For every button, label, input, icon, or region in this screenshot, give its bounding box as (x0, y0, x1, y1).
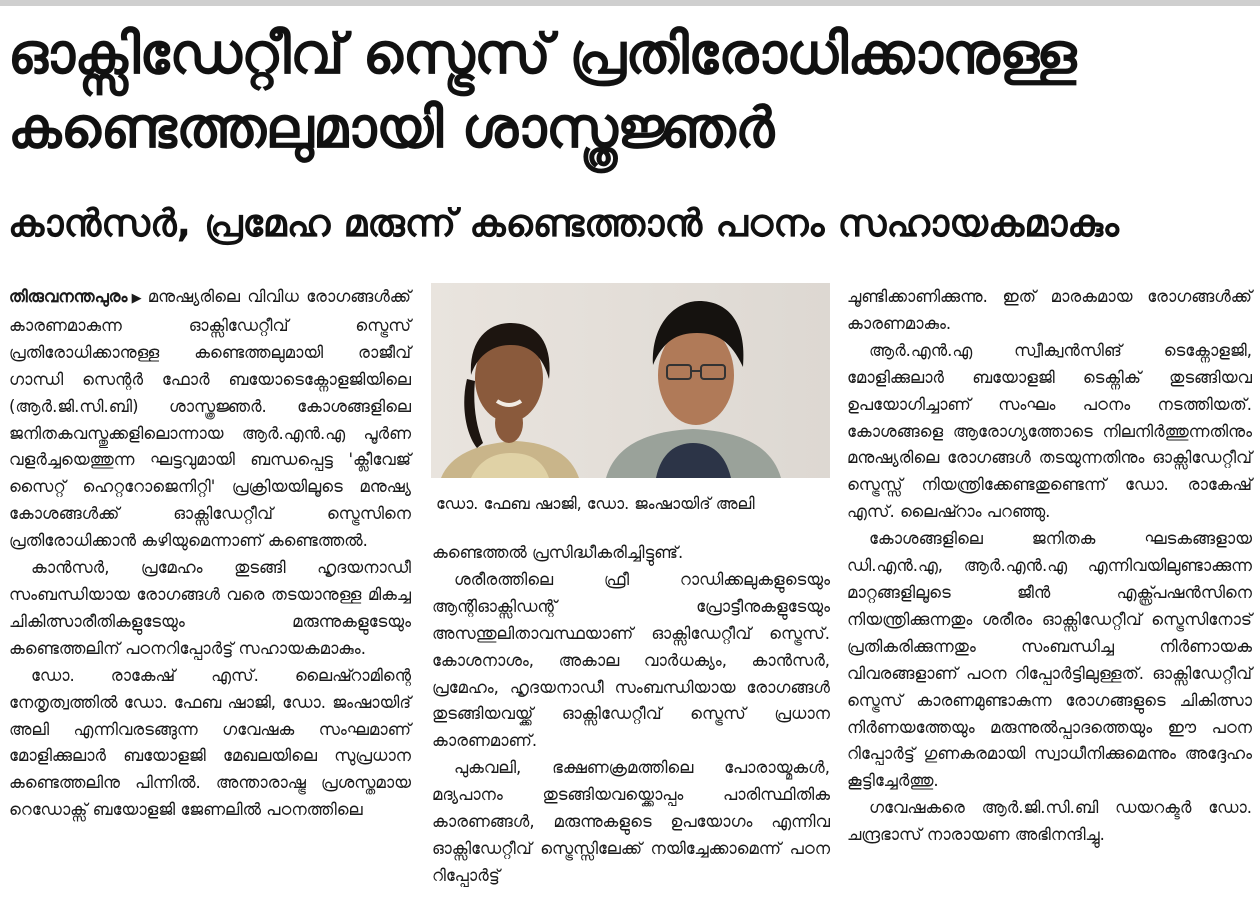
article-column-2 (432, 540, 830, 890)
headline: ഓക്സിഡേറ്റീവ് സ്ട്രെസ് പ്രതിരോധിക്കാനുള്ള കണ്ടെത്തലുമായി ശാസ്ത്രജ്ഞർ (8, 22, 1076, 161)
paragraph-text: മനുഷ്യരിലെ വിവിധ രോഗങ്ങൾക്ക് കാരണമാകുന്ന ഓക്സിഡേറ്റീവ് സ്ട്രെസ് പ്രതിരോധിക്കാനുള്ള കണ്ടെത്തലുമായി രാജീവ് ഗാന്ധി സെന്റർ ഫോർ ബയോടെക്നോളജിയിലെ (ആർ.ജി.സി.ബി) ശാസ്ത്രജ്ഞർ. കോശങ്ങളിലെ ജനിതകവസ്തുക്കളിലൊന്നായ ആർ.എൻ.എ പൂർണ വളർച്ചയെത്തുന്ന ഘട്ടവുമായി ബന്ധപ്പെട്ട 'ക്ലീവേജ് സൈറ്റ് ഹെറ്ററോജെനിറ്റി' പ്രക്രിയയിലൂടെ മനുഷ്യ കോശങ്ങൾക്ക് ഓക്സിഡേറ്റീവ് സ്ട്രെസിനെ പ്രതിരോധിക്കാൻ കഴിയുമെന്നാണ് കണ്ടെത്തൽ. (9, 287, 411, 551)
paragraph: പുകവലി, ഭക്ഷണക്രമത്തിലെ പോരായ്മകൾ, മദ്യപാനം തുടങ്ങിയവയ്ക്കൊപ്പം പാരിസ്ഥിതിക കാരണങ്ങൾ, മരുന്നുകളുടെ ഉപയോഗം എന്നിവ ഓക്സിഡേറ്റീവ് സ്ട്രെസ്സിലേക്ക് നയിച്ചേക്കാമെന്ന് പഠന റിപ്പോർട്ട് (432, 758, 830, 885)
subheadline: കാൻസർ, പ്രമേഹ മരുന്ന് കണ്ടെത്താൻ പഠനം സഹായകമാകും (8, 201, 1119, 245)
photo-illustration (431, 283, 830, 478)
paragraph: ഗവേഷകരെ ആർ.ജി.സി.ബി ഡയറക്ടർ ഡോ. ചന്ദ്രഭാസ് നാരായണ അഭിനന്ദിച്ചു. (847, 798, 1252, 845)
paragraph: ഡോ. രാകേഷ് എസ്. ലൈഷ്റാമിന്റെ നേതൃത്വത്തിൽ ഡോ. ഫേബ ഷാജി, ഡോ. ജംഷായിദ് അലി എന്നിവരടങ്ങുന്ന ഗവേഷക സംഘമാണ് മോളിക്കുലാർ ബയോളജി മേഖലയിലെ സുപ്രധാന കണ്ടെത്തലിനു പിന്നിൽ. അന്താരാഷ്ട്ര പ്രശസ്തമായ റെഡോക്സ് ബയോളജി ജേണലിൽ പഠനത്തിലെ (9, 665, 411, 820)
photo-caption: ഡോ. ഫേബ ഷാജി, ഡോ. ജംഷായിദ് അലി (436, 494, 755, 513)
paragraph: കണ്ടെത്തൽ പ്രസിദ്ധീകരിച്ചിട്ടുണ്ട്. (432, 543, 684, 562)
dateline-arrow-icon: ▶ (129, 291, 144, 306)
paragraph: ചൂണ്ടിക്കാണിക്കുന്നു. ഇത് മാരകമായ രോഗങ്ങൾക്ക് കാരണമാകും. (847, 287, 1252, 333)
dateline: തിരുവനന്തപുരം (9, 287, 128, 306)
paragraph: കാൻസർ, പ്രമേഹം തുടങ്ങി ഹൃദയനാഡീ സംബന്ധിയായ രോഗങ്ങൾ വരെ തടയാനുള്ള മികച്ച ചികിത്സാരീതികളുടേയും മരുന്നുകളുടേയും കണ്ടെത്തലിന് പഠനറിപ്പോർട്ട് സഹായകമാകും. (9, 558, 411, 658)
article-photo (431, 283, 830, 478)
paragraph: ശരീരത്തിലെ ഫ്രീ റാഡിക്കലുകളുടെയും ആന്റിഓക്സിഡന്റ് പ്രോട്ടീനുകളുടേയും അസന്തുലിതാവസ്ഥയാണ് ഓക്സിഡേറ്റീവ് സ്ട്രെസ്. കോശനാശം, അകാല വാർധക്യം, കാൻസർ, പ്രമേഹം, ഹൃദയനാഡീ സംബന്ധിയായ രോഗങ്ങൾ തുടങ്ങിയവയ്ക്ക് ഓക്സിഡേറ്റീവ് സ്ട്രെസ് പ്രധാന കാരണമാണ്. (432, 569, 830, 751)
top-rule (0, 0, 1260, 6)
paragraph: ആർ.എൻ.എ സ്വീക്വൻസിങ് ടെക്നോളജി, മോളിക്കുലാർ ബയോളജി ടെക്നിക് തുടങ്ങിയവ ഉപയോഗിച്ചാണ് സംഘം പഠനം നടത്തിയത്. കോശങ്ങളെ ആരോഗ്യത്തോടെ നിലനിർത്തുന്നതിനും മനുഷ്യരിലെ രോഗങ്ങൾ തടയുന്നതിനും ഓക്സിഡേറ്റീവ് സ്ട്രെസ്സ് നിയന്ത്രിക്കേണ്ടതുണ്ടെന്ന് ഡോ. രാകേഷ് എസ്. ലൈഷ്റാം പറഞ്ഞു. (847, 340, 1252, 522)
article-column-1 (9, 284, 411, 824)
paragraph (9, 284, 411, 555)
article-column-3 (847, 284, 1252, 849)
paragraph: കോശങ്ങളിലെ ജനിതക ഘടകങ്ങളായ ഡി.എൻ.എ, ആർ.എൻ.എ എന്നിവയിലുണ്ടാക്കുന്ന മാറ്റങ്ങളിലൂടെ ജീൻ എക്സ്പ്രഷൻസിനെ നിയന്ത്രിക്കുന്നതും ശരീരം ഓക്സിഡേറ്റീവ് സ്ട്രെസിനോട് പ്രതികരിക്കുന്നതും സംബന്ധിച്ച നിർണായക വിവരങ്ങളാണ് പഠന റിപ്പോർട്ടിലുള്ളത്. ഓക്സിഡേറ്റീവ് സ്ട്രെസ് കാരണമുണ്ടാകുന്ന രോഗങ്ങളുടെ ചികിത്സാ നിർണയത്തേയും മരുന്നുൽപ്പാദത്തെയും ഈ പഠന റിപ്പോർട്ട് ഗുണകരമായി സ്വാധീനിക്കുമെന്നും അദ്ദേഹം കൂട്ടിച്ചേർത്തു. (847, 529, 1252, 791)
